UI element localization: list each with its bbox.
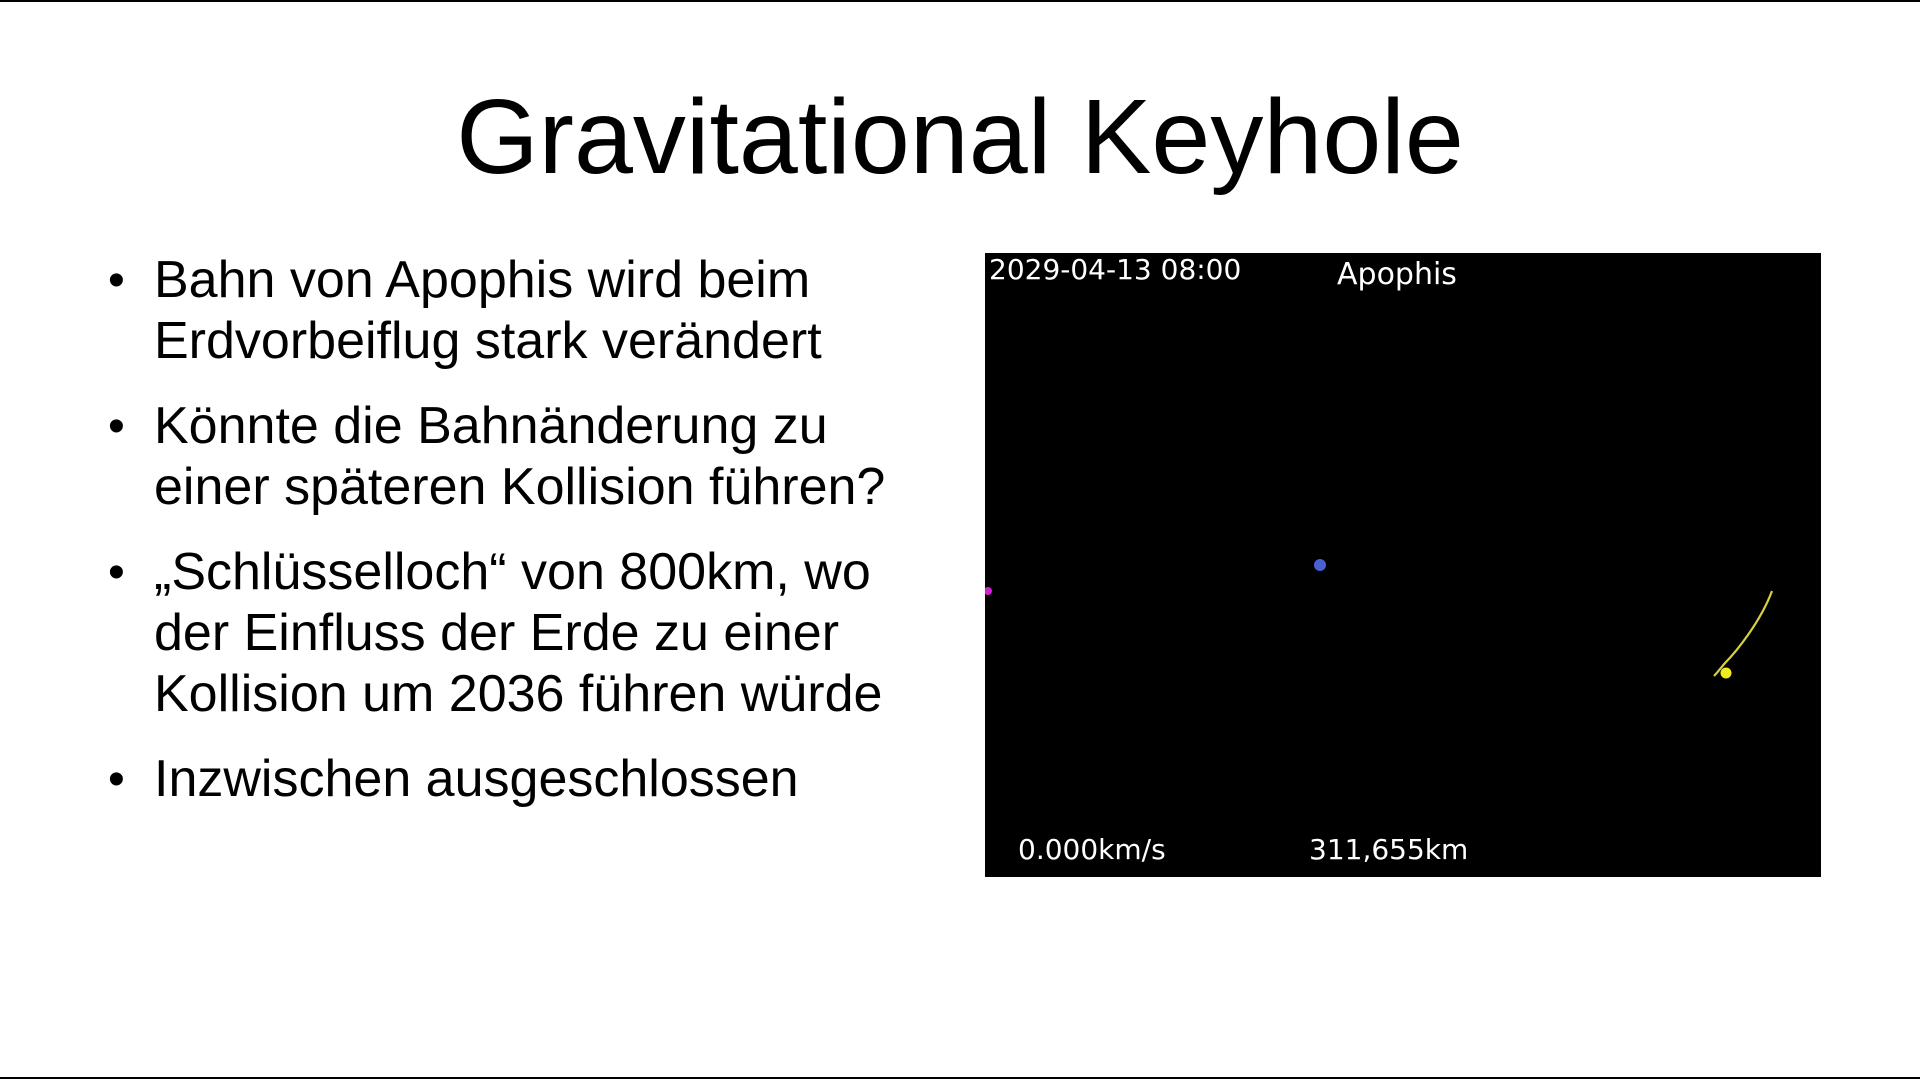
bullet-marker: • xyxy=(108,400,125,453)
orbit-simulation-panel xyxy=(985,253,1821,877)
simulation-distance-readout: 311,655km xyxy=(1309,833,1469,866)
bullet-text: Inzwischen ausgeschlossen xyxy=(154,750,799,808)
bullet-marker: • xyxy=(108,254,125,307)
apophis-trail xyxy=(1714,591,1772,676)
apophis-marker xyxy=(1721,668,1732,679)
bullet-marker: • xyxy=(108,753,125,806)
bullet-item xyxy=(108,396,968,518)
bullet-text: „Schlüsselloch“ von 800km, wo der Einfluss der Erde zu einer Kollision um 2036 führen würde xyxy=(154,543,883,723)
bullet-text: Bahn von Apophis wird beim Erdvorbeiflug stark verändert xyxy=(154,251,822,370)
bullet-item xyxy=(108,542,968,725)
simulation-date-label: 2029-04-13 08:00 xyxy=(989,253,1242,286)
simulation-object-name: Apophis xyxy=(1337,257,1457,292)
slide-title: Gravitational Keyhole xyxy=(456,78,1464,196)
orbit-simulation-canvas xyxy=(985,253,1821,877)
simulation-speed-readout: 0.000km/s xyxy=(1018,833,1166,866)
slide-bottom-border xyxy=(0,1077,1920,1079)
bullet-item xyxy=(108,250,968,372)
bullet-text: Könnte die Bahnänderung zu einer späteren Kollision führen? xyxy=(154,397,886,516)
moon-marker xyxy=(985,587,992,595)
earth-marker xyxy=(1314,559,1326,571)
bullet-list xyxy=(108,250,968,834)
bullet-item xyxy=(108,749,968,810)
slide-top-border xyxy=(0,0,1920,2)
bullet-marker: • xyxy=(108,546,125,599)
